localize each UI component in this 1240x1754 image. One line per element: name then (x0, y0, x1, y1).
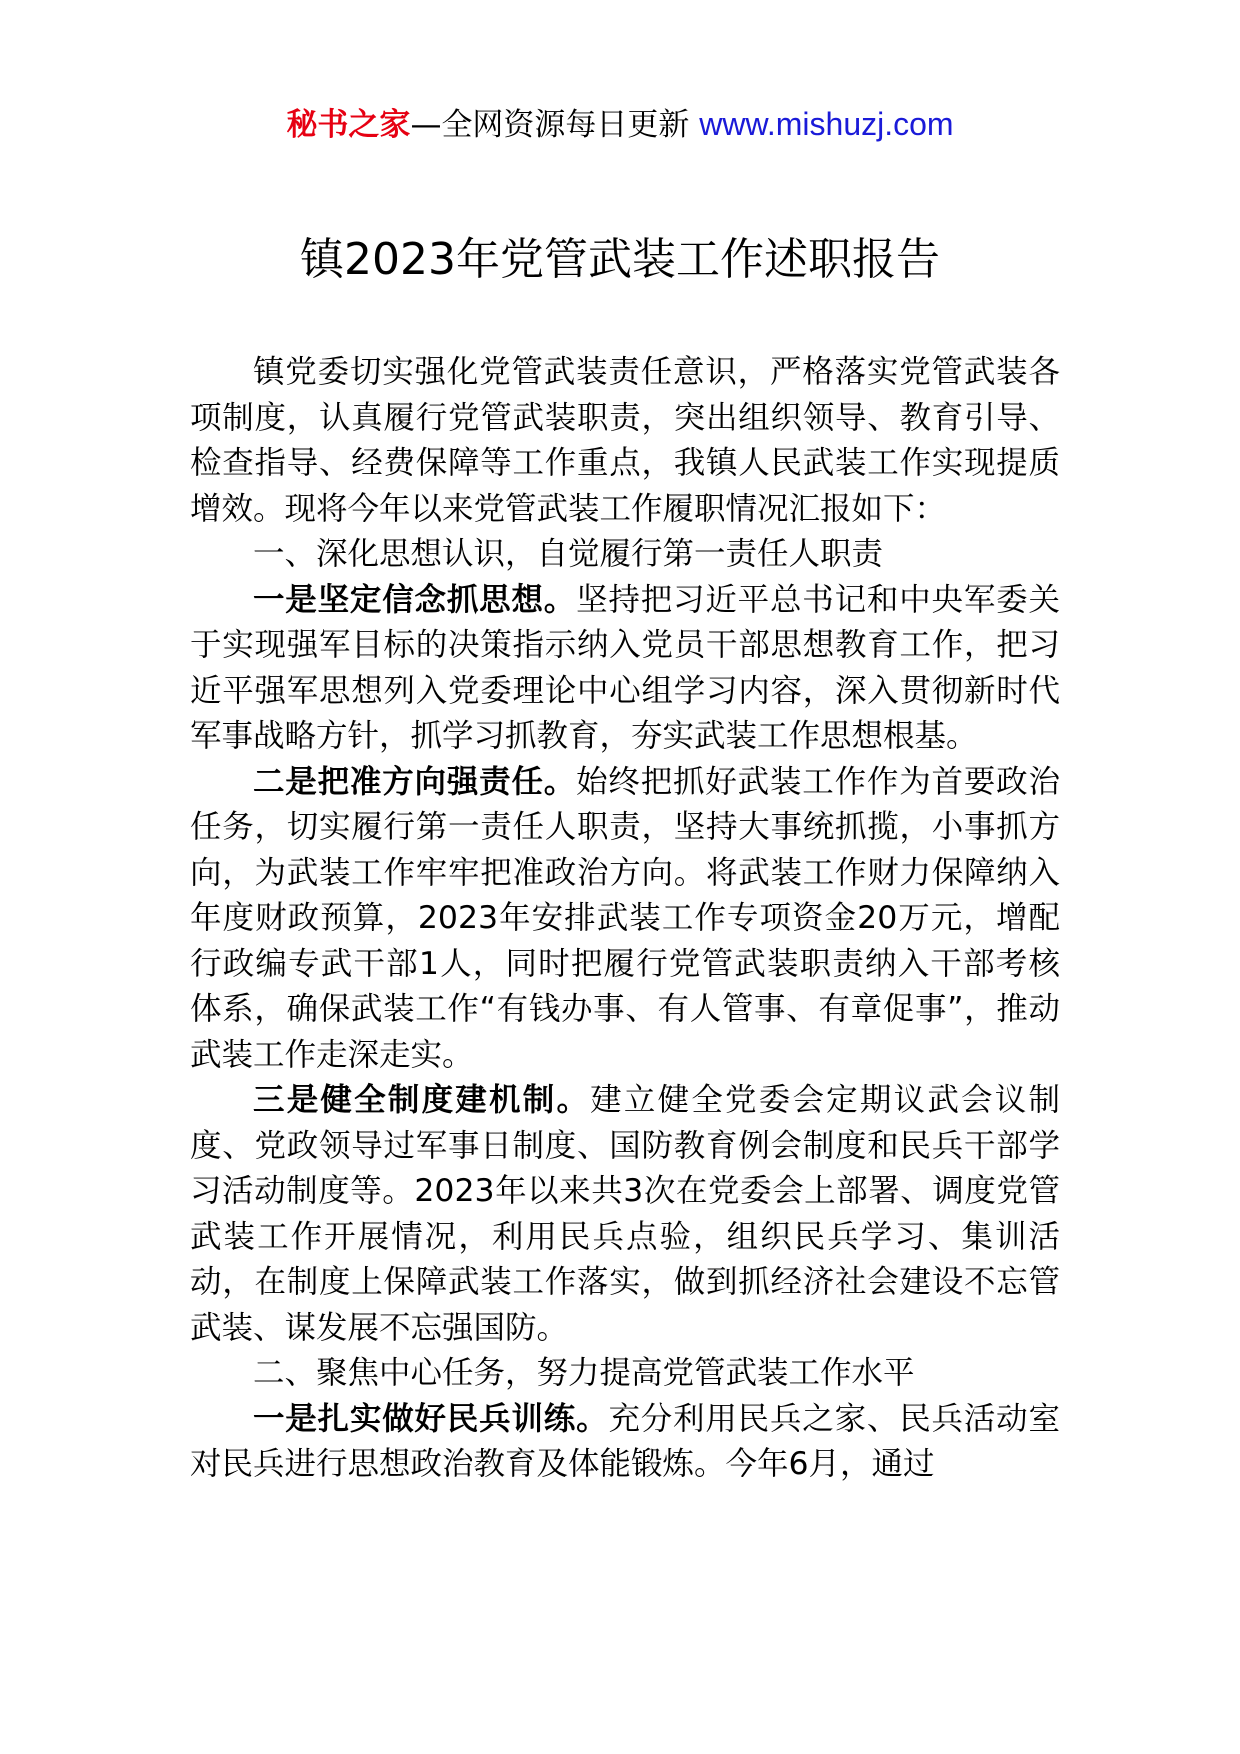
paragraph-1-3 (190, 1078, 1060, 1351)
site-header (0, 104, 1240, 145)
header-slogan: —全网资源每日更新 (410, 107, 700, 143)
brand-name: 秘书之家 (286, 107, 411, 143)
paragraph-lead: 一是扎实做好民兵训练。 (253, 1400, 609, 1437)
paragraph-lead: 三是健全制度建机制。 (253, 1082, 591, 1118)
paragraph-text: 坚持把习近平总书记和中央军委关于实现强军目标的决策指示纳入党员干部思想教育工作，把习近平强军思想列入党委理论中心组学习内容，深入贯彻新时代军事战略方针，抓学习抓教育，夯实武装工作思想根基。 (190, 581, 1060, 754)
paragraph-text: 始终把抓好武装工作作为首要政治任务，切实履行第一责任人职责，坚持大事统抓揽，小事抓方向，为武装工作牢牢把准政治方向。将武装工作财力保障纳入年度财政预算，2023年安排武装工作专项资金20万元，增配行政编专武干部1人，同时把履行党管武装职责纳入干部考核体系，确保武装工作“有钱办事、有人管事、有章促事”，推动武装工作走深走实。 (190, 763, 1060, 1073)
document-title: 镇2023年党管武装工作述职报告 (300, 234, 940, 285)
paragraph-1-2 (190, 760, 1060, 1079)
section-heading-2 (190, 1351, 1060, 1397)
paragraph-intro (190, 350, 1060, 532)
paragraph-text: 建立健全党委会定期议武会议制度、党政领导过军事日制度、国防教育例会制度和民兵干部学习活动制度等。2023年以来共3次在党委会上部署、调度党管武装工作开展情况，利用民兵点验，组织民兵学习、集训活动，在制度上保障武装工作落实，做到抓经济社会建设不忘管武装、谋发展不忘强国防。 (190, 1082, 1060, 1346)
paragraph-lead: 一是坚定信念抓思想。 (253, 581, 577, 618)
paragraph-text: 二、聚焦中心任务，努力提高党管武装工作水平 (253, 1355, 915, 1391)
paragraph-text: 充分利用民兵之家、民兵活动室对民兵进行思想政治教育及体能锻炼。今年6月，通过 (190, 1400, 1060, 1482)
paragraph-text: 镇党委切实强化党管武装责任意识，严格落实党管武装各项制度，认真履行党管武装职责，突出组织领导、教育引导、检查指导、经费保障等工作重点，我镇人民武装工作实现提质增效。现将今年以来党管武装工作履职情况汇报如下： (190, 354, 1060, 527)
document-body (190, 350, 1060, 1488)
section-heading-1 (190, 532, 1060, 578)
paragraph-lead: 二是把准方向强责任。 (253, 763, 577, 800)
paragraph-text: 一、深化思想认识，自觉履行第一责任人职责 (253, 536, 884, 572)
paragraph-1-1 (190, 578, 1060, 760)
site-url[interactable]: www.mishuzj.com (699, 106, 954, 142)
paragraph-2-1 (190, 1397, 1060, 1488)
